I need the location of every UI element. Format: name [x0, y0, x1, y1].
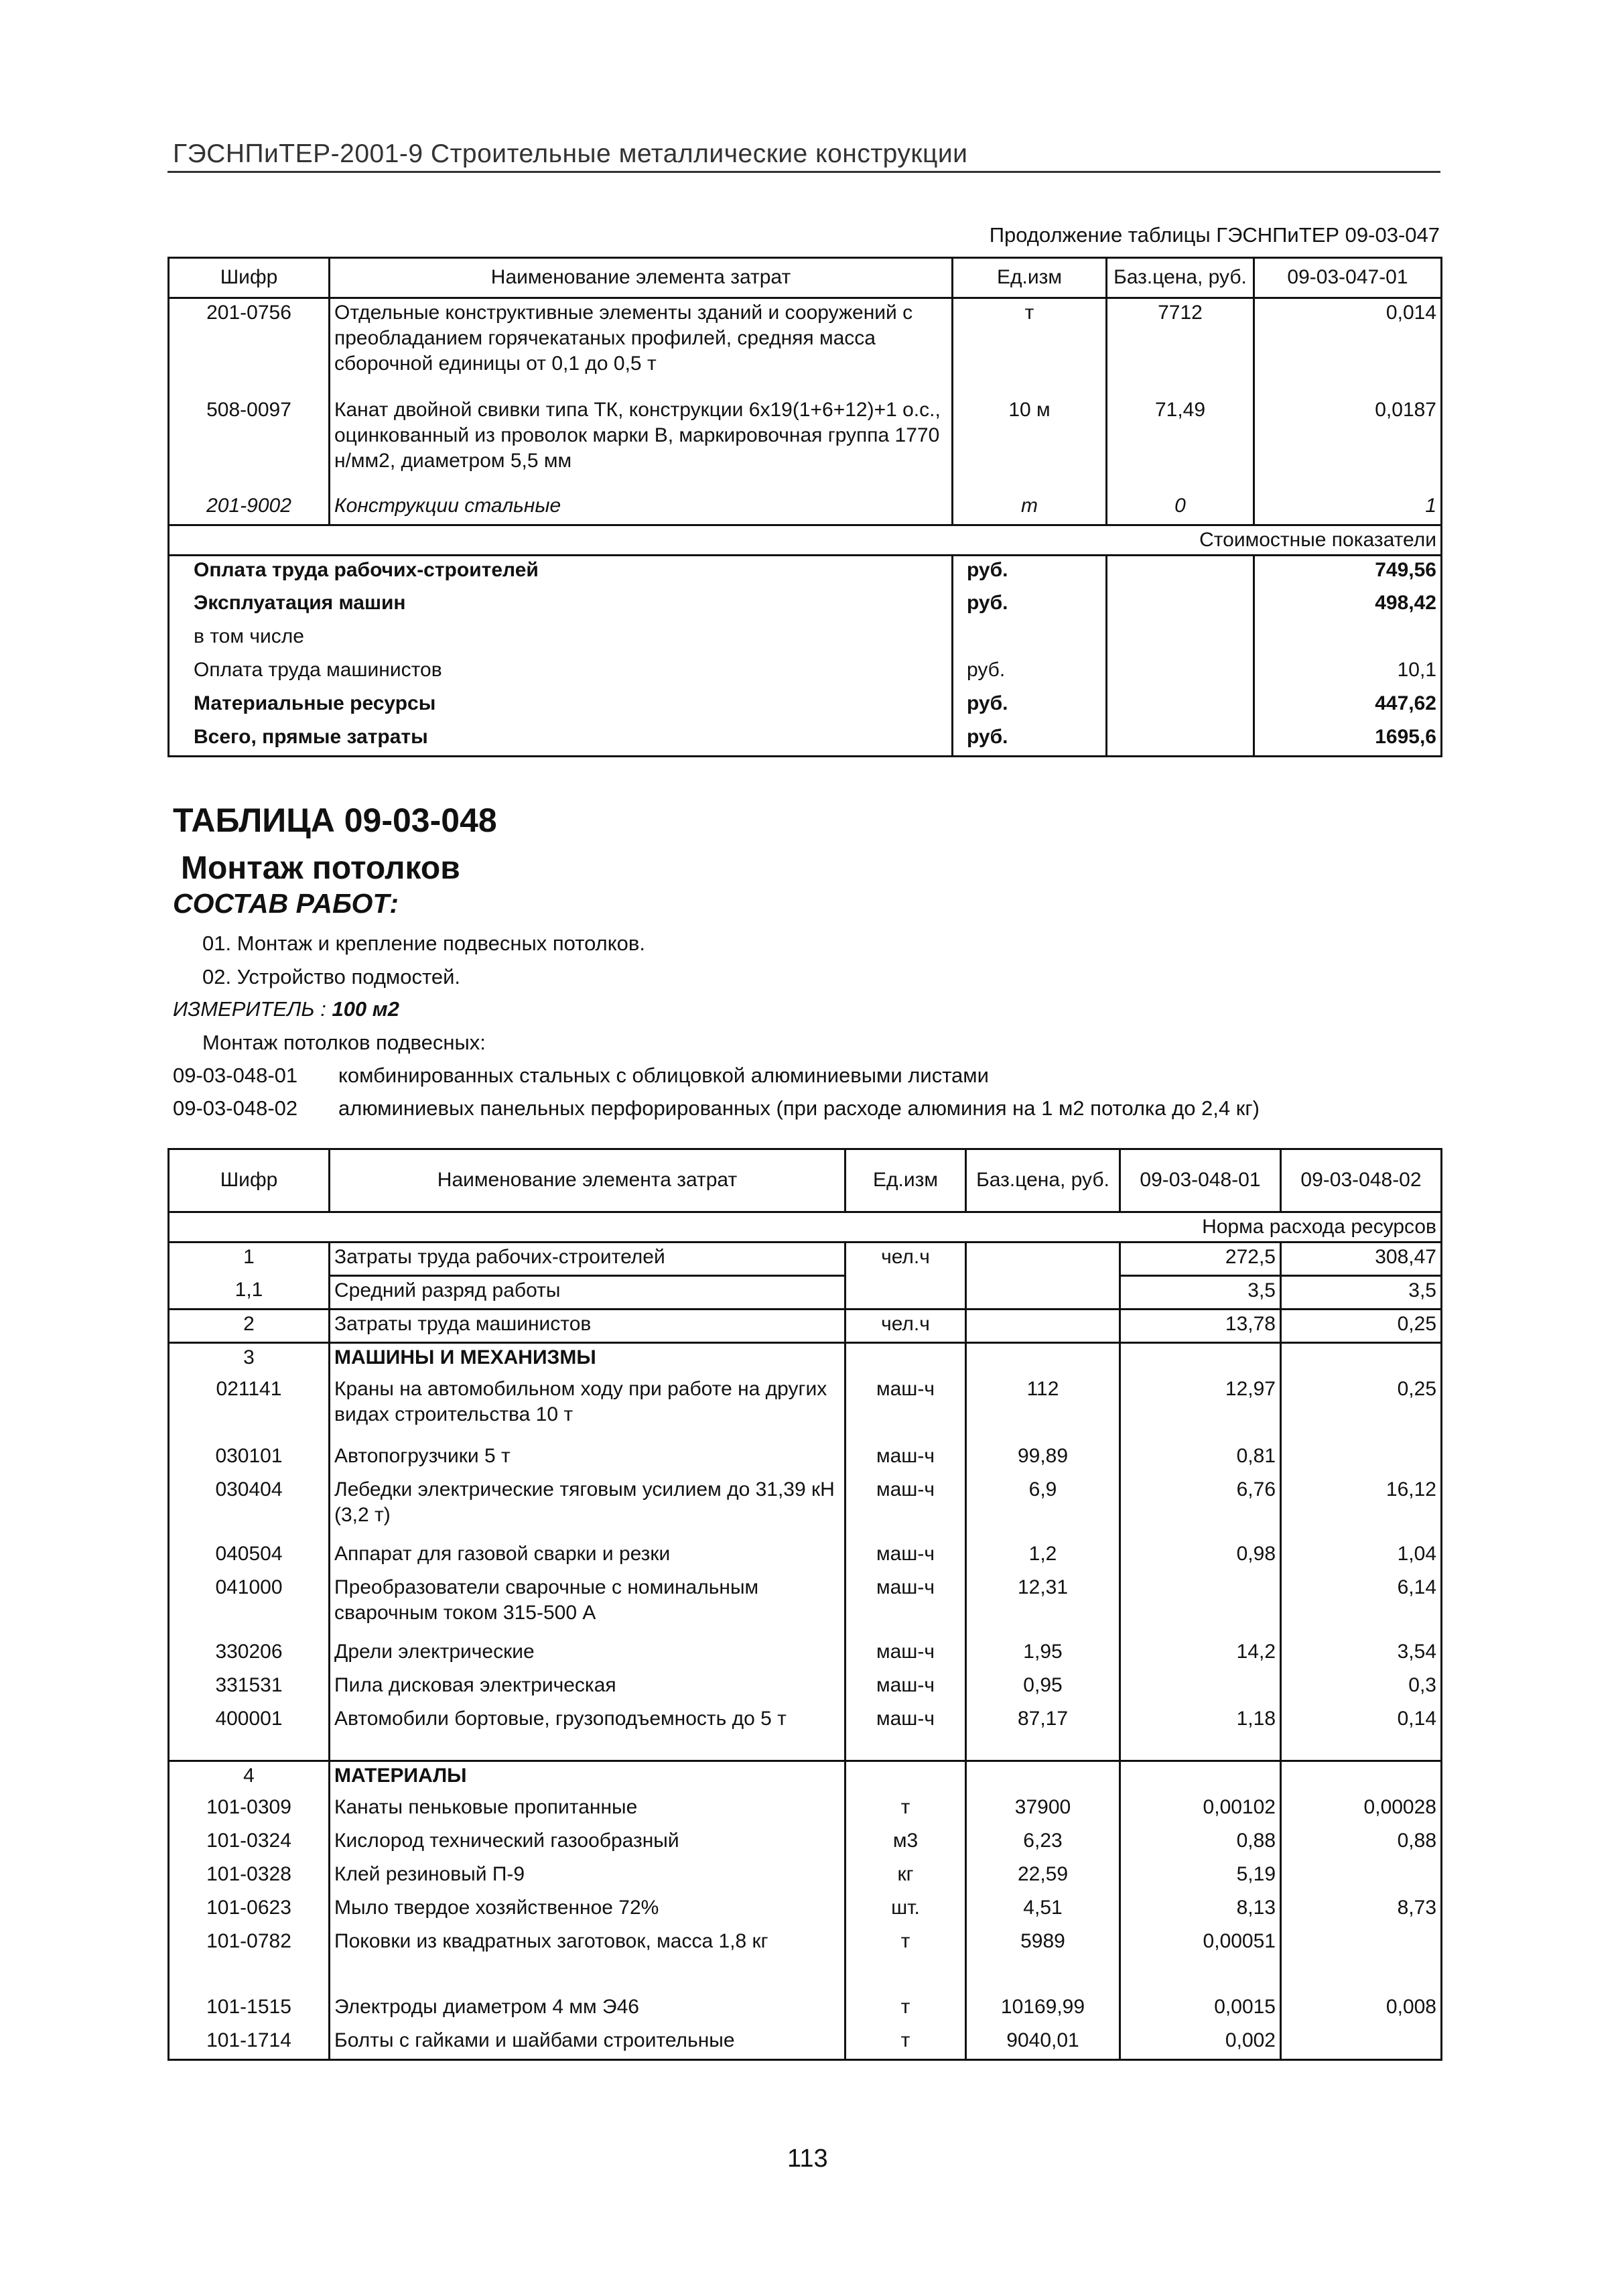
table-row: [169, 2027, 1442, 2060]
cost-row: [169, 723, 1442, 757]
row-price: 0: [1107, 492, 1254, 525]
cost-name: Оплата труда рабочих-строителей: [169, 556, 953, 589]
row-value-1: 0,88: [1120, 1827, 1281, 1860]
cost-empty: [1107, 623, 1254, 656]
row-price: 10169,99: [966, 1993, 1120, 2027]
row-unit: маш-ч: [846, 1574, 966, 1638]
row-price: [966, 1276, 1120, 1310]
continued-table: [167, 257, 1442, 757]
table-row: [169, 1442, 1442, 1476]
row-code: 030404: [169, 1476, 330, 1540]
cost-row: [169, 589, 1442, 623]
row-code: 030101: [169, 1442, 330, 1476]
cost-row: [169, 690, 1442, 723]
row-name: Кислород технический газообразный: [330, 1827, 846, 1860]
row-unit: маш-ч: [846, 1671, 966, 1705]
row-value-2: [1281, 2027, 1442, 2060]
row-code: 040504: [169, 1540, 330, 1574]
row-price: 5989: [966, 1927, 1120, 1993]
row-name: Клей резиновый П-9: [330, 1860, 846, 1894]
table-row: [169, 1310, 1442, 1343]
row-value-1: [1120, 1761, 1281, 1793]
cost-unit: руб.: [953, 556, 1107, 589]
row-value: 0,0187: [1254, 396, 1442, 492]
row-name: Лебедки электрические тяговым усилием до 31,39 кН (3,2 т): [330, 1476, 846, 1540]
row-value-2: [1281, 1343, 1442, 1375]
cost-unit: руб.: [953, 656, 1107, 690]
row-code: 101-0309: [169, 1793, 330, 1827]
row-value: 0,014: [1254, 298, 1442, 396]
row-price: 37900: [966, 1793, 1120, 1827]
row-name: Электроды диаметром 4 мм Э46: [330, 1993, 846, 2027]
group-name: МАШИНЫ И МЕХАНИЗМЫ: [330, 1343, 846, 1375]
norm-label: Норма расхода ресурсов: [169, 1212, 1442, 1242]
row-value-2: 1,04: [1281, 1540, 1442, 1574]
table-row: [169, 1540, 1442, 1574]
col-header-name: Наименование элемента затрат: [330, 258, 953, 298]
row-name: Канаты пеньковые пропитанные: [330, 1793, 846, 1827]
row-price: 6,9: [966, 1476, 1120, 1540]
row-price: 112: [966, 1375, 1120, 1442]
row-unit: чел.ч: [846, 1310, 966, 1343]
row-name: Конструкции стальные: [330, 492, 953, 525]
col-header-unit: Ед.изм: [846, 1149, 966, 1212]
group-name: МАТЕРИАЛЫ: [330, 1761, 846, 1793]
cost-value: 10,1: [1254, 656, 1442, 690]
row-value-2: 0,008: [1281, 1993, 1442, 2027]
work-item: 01. Монтаж и крепление подвесных потолков.: [202, 932, 645, 955]
row-code: 3: [169, 1343, 330, 1375]
row-value-2: 0,14: [1281, 1705, 1442, 1761]
row-unit: [846, 1276, 966, 1310]
row-value-2: 3,5: [1281, 1276, 1442, 1310]
table-row: [169, 1860, 1442, 1894]
cost-empty: [1107, 589, 1254, 623]
row-code: 331531: [169, 1671, 330, 1705]
row-value-1: 1,18: [1120, 1705, 1281, 1761]
col-header-unit: Ед.изм: [953, 258, 1107, 298]
cost-empty: [1107, 656, 1254, 690]
meter-value: 100 м2: [332, 997, 399, 1021]
row-code: 101-0782: [169, 1927, 330, 1993]
row-value-1: [1120, 1343, 1281, 1375]
header-rule: [167, 171, 1440, 173]
cost-row: [169, 556, 1442, 589]
row-name: Поковки из квадратных заготовок, масса 1,8 кг: [330, 1927, 846, 1993]
row-value-1: 0,0015: [1120, 1993, 1281, 2027]
row-code: 021141: [169, 1375, 330, 1442]
row-value-2: [1281, 1761, 1442, 1793]
col-header-name: Наименование элемента затрат: [330, 1149, 846, 1212]
row-code: 041000: [169, 1574, 330, 1638]
row-price: 1,2: [966, 1540, 1120, 1574]
row-value-1: 0,00102: [1120, 1793, 1281, 1827]
row-name: Затраты труда рабочих-строителей: [330, 1242, 846, 1276]
row-code: 101-0328: [169, 1860, 330, 1894]
table-title: ТАБЛИЦА 09-03-048: [173, 802, 497, 839]
col-header-variant-2: 09-03-048-02: [1281, 1149, 1442, 1212]
cost-name: Материальные ресурсы: [169, 690, 953, 723]
row-unit: м3: [846, 1827, 966, 1860]
row-value-1: 272,5: [1120, 1242, 1281, 1276]
row-code: 4: [169, 1761, 330, 1793]
row-name: Пила дисковая электрическая: [330, 1671, 846, 1705]
row-value-1: 0,98: [1120, 1540, 1281, 1574]
row-code: 2: [169, 1310, 330, 1343]
row-unit: маш-ч: [846, 1705, 966, 1761]
row-price: 22,59: [966, 1860, 1120, 1894]
table-row: [169, 1927, 1442, 1993]
row-unit: маш-ч: [846, 1375, 966, 1442]
table-row: [169, 1574, 1442, 1638]
col-header-variant-1: 09-03-048-01: [1120, 1149, 1281, 1212]
row-price: 6,23: [966, 1827, 1120, 1860]
row-code: 101-0623: [169, 1894, 330, 1927]
row-value-1: 12,97: [1120, 1375, 1281, 1442]
row-code: 1: [169, 1242, 330, 1276]
meter-line: [173, 997, 399, 1021]
row-code: 1,1: [169, 1276, 330, 1310]
row-value-2: 0,25: [1281, 1375, 1442, 1442]
row-unit: т: [953, 298, 1107, 396]
row-value-1: 5,19: [1120, 1860, 1281, 1894]
row-code: 201-0756: [169, 298, 330, 396]
row-value-2: [1281, 1442, 1442, 1476]
table-row: [169, 1276, 1442, 1310]
row-value-2: 16,12: [1281, 1476, 1442, 1540]
cost-empty: [1107, 690, 1254, 723]
row-value-2: [1281, 1860, 1442, 1894]
col-header-price: Баз.цена, руб.: [1107, 258, 1254, 298]
row-price: [966, 1343, 1120, 1375]
row-unit: маш-ч: [846, 1540, 966, 1574]
row-price: 0,95: [966, 1671, 1120, 1705]
table-subtitle: Монтаж потолков: [181, 850, 460, 886]
work-item: 02. Устройство подмостей.: [202, 965, 461, 988]
row-value-2: [1281, 1927, 1442, 1993]
cost-unit: руб.: [953, 589, 1107, 623]
row-value-1: 13,78: [1120, 1310, 1281, 1343]
row-name: Отдельные конструктивные элементы зданий и сооружений с преобладанием горячекатаных профилей, средняя масса сборочной единицы от 0,1 до 0,5 т: [330, 298, 953, 396]
table-row: [169, 492, 1442, 525]
row-price: 1,95: [966, 1638, 1120, 1671]
variant-code: 09-03-048-02: [173, 1096, 298, 1120]
row-unit: т: [846, 1993, 966, 2027]
row-price: 9040,01: [966, 2027, 1120, 2060]
row-value-1: 8,13: [1120, 1894, 1281, 1927]
row-value-2: 0,3: [1281, 1671, 1442, 1705]
row-value-2: 0,00028: [1281, 1793, 1442, 1827]
section-label: Стоимостные показатели: [169, 525, 1442, 556]
row-unit: маш-ч: [846, 1638, 966, 1671]
row-price: 99,89: [966, 1442, 1120, 1476]
row-code: 330206: [169, 1638, 330, 1671]
cost-value: 749,56: [1254, 556, 1442, 589]
row-unit: шт.: [846, 1894, 966, 1927]
row-code: 508-0097: [169, 396, 330, 492]
col-header-price: Баз.цена, руб.: [966, 1149, 1120, 1212]
row-code: 400001: [169, 1705, 330, 1761]
row-unit: маш-ч: [846, 1476, 966, 1540]
row-unit: 10 м: [953, 396, 1107, 492]
table-row: [169, 396, 1442, 492]
row-value-1: 3,5: [1120, 1276, 1281, 1310]
cost-name: Оплата труда машинистов: [169, 656, 953, 690]
cost-value: 1695,6: [1254, 723, 1442, 757]
row-code: 201-9002: [169, 492, 330, 525]
cost-row: [169, 656, 1442, 690]
continuation-caption: Продолжение таблицы ГЭСНПиТЕР 09-03-047: [989, 223, 1440, 247]
row-unit: маш-ч: [846, 1442, 966, 1476]
norm-label-row: [169, 1212, 1442, 1242]
row-name: Аппарат для газовой сварки и резки: [330, 1540, 846, 1574]
table-row: [169, 1894, 1442, 1927]
cost-empty: [1107, 723, 1254, 757]
cost-value: 447,62: [1254, 690, 1442, 723]
row-value-2: 308,47: [1281, 1242, 1442, 1276]
resource-norm-table: [167, 1148, 1442, 2061]
row-unit: т: [953, 492, 1107, 525]
cost-name: Эксплуатация машин: [169, 589, 953, 623]
table-row: [169, 1638, 1442, 1671]
variants-intro: Монтаж потолков подвесных:: [202, 1031, 486, 1054]
cost-value: 498,42: [1254, 589, 1442, 623]
row-unit: т: [846, 1927, 966, 1993]
table-row: [169, 1375, 1442, 1442]
row-value-1: 0,00051: [1120, 1927, 1281, 1993]
table-row: [169, 1671, 1442, 1705]
row-price: 7712: [1107, 298, 1254, 396]
table-header-row: [169, 258, 1442, 298]
row-value-1: 0,81: [1120, 1442, 1281, 1476]
table-row: [169, 1705, 1442, 1761]
row-name: Затраты труда машинистов: [330, 1310, 846, 1343]
row-code: 101-1515: [169, 1993, 330, 2027]
cost-unit: [953, 623, 1107, 656]
row-unit: [846, 1761, 966, 1793]
row-unit: чел.ч: [846, 1242, 966, 1276]
table-row: [169, 1993, 1442, 2027]
table-row: [169, 1827, 1442, 1860]
running-header: ГЭСНПиТЕР-2001-9 Строительные металлические конструкции: [173, 139, 968, 168]
page-number: 113: [787, 2145, 828, 2173]
row-price: 87,17: [966, 1705, 1120, 1761]
row-value-2: 3,54: [1281, 1638, 1442, 1671]
row-name: Канат двойной свивки типа ТК, конструкции 6х19(1+6+12)+1 о.с., оцинкованный из проволок марки В, маркировочная группа 1770 н/мм2, диаметром 5,5 мм: [330, 396, 953, 492]
cost-unit: руб.: [953, 690, 1107, 723]
variant-code: 09-03-048-01: [173, 1064, 298, 1087]
cost-unit: руб.: [953, 723, 1107, 757]
table-row: [169, 298, 1442, 396]
table-row: [169, 1476, 1442, 1540]
row-name: Автомобили бортовые, грузоподъемность до 5 т: [330, 1705, 846, 1761]
col-header-value: 09-03-047-01: [1254, 258, 1442, 298]
row-unit: т: [846, 1793, 966, 1827]
table-row: [169, 1793, 1442, 1827]
group-row: [169, 1343, 1442, 1375]
row-value-1: 0,002: [1120, 2027, 1281, 2060]
row-code: 101-1714: [169, 2027, 330, 2060]
row-code: 101-0324: [169, 1827, 330, 1860]
row-value-1: 6,76: [1120, 1476, 1281, 1540]
row-unit: т: [846, 2027, 966, 2060]
row-price: 4,51: [966, 1894, 1120, 1927]
row-value-2: 0,25: [1281, 1310, 1442, 1343]
row-name: Автопогрузчики 5 т: [330, 1442, 846, 1476]
cost-name: Всего, прямые затраты: [169, 723, 953, 757]
row-unit: [846, 1343, 966, 1375]
row-unit: кг: [846, 1860, 966, 1894]
cost-value: [1254, 623, 1442, 656]
row-value-2: 8,73: [1281, 1894, 1442, 1927]
col-header-code: Шифр: [169, 1149, 330, 1212]
cost-row: [169, 623, 1442, 656]
col-header-code: Шифр: [169, 258, 330, 298]
row-price: 71,49: [1107, 396, 1254, 492]
row-value: 1: [1254, 492, 1442, 525]
table-row: [169, 1242, 1442, 1276]
row-name: Средний разряд работы: [330, 1276, 846, 1310]
row-value-1: [1120, 1574, 1281, 1638]
row-name: Дрели электрические: [330, 1638, 846, 1671]
row-price: 12,31: [966, 1574, 1120, 1638]
cost-empty: [1107, 556, 1254, 589]
variant-text: комбинированных стальных с облицовкой алюминиевыми листами: [338, 1064, 989, 1087]
row-name: Краны на автомобильном ходу при работе на других видах строительства 10 т: [330, 1375, 846, 1442]
row-name: Болты с гайками и шайбами строительные: [330, 2027, 846, 2060]
row-price: [966, 1310, 1120, 1343]
row-value-1: [1120, 1671, 1281, 1705]
row-value-2: 6,14: [1281, 1574, 1442, 1638]
row-price: [966, 1761, 1120, 1793]
variant-text: алюминиевых панельных перфорированных (при расходе алюминия на 1 м2 потолка до 2,4 кг): [338, 1096, 1260, 1120]
row-value-1: 14,2: [1120, 1638, 1281, 1671]
table-header-row: [169, 1149, 1442, 1212]
row-name: Преобразователи сварочные с номинальным сварочным током 315-500 А: [330, 1574, 846, 1638]
group-row: [169, 1761, 1442, 1793]
cost-name: в том числе: [169, 623, 953, 656]
work-composition-label: СОСТАВ РАБОТ:: [173, 888, 399, 919]
row-value-2: 0,88: [1281, 1827, 1442, 1860]
meter-label: ИЗМЕРИТЕЛЬ :: [173, 997, 326, 1021]
section-label-row: [169, 525, 1442, 556]
row-price: [966, 1242, 1120, 1276]
row-name: Мыло твердое хозяйственное 72%: [330, 1894, 846, 1927]
